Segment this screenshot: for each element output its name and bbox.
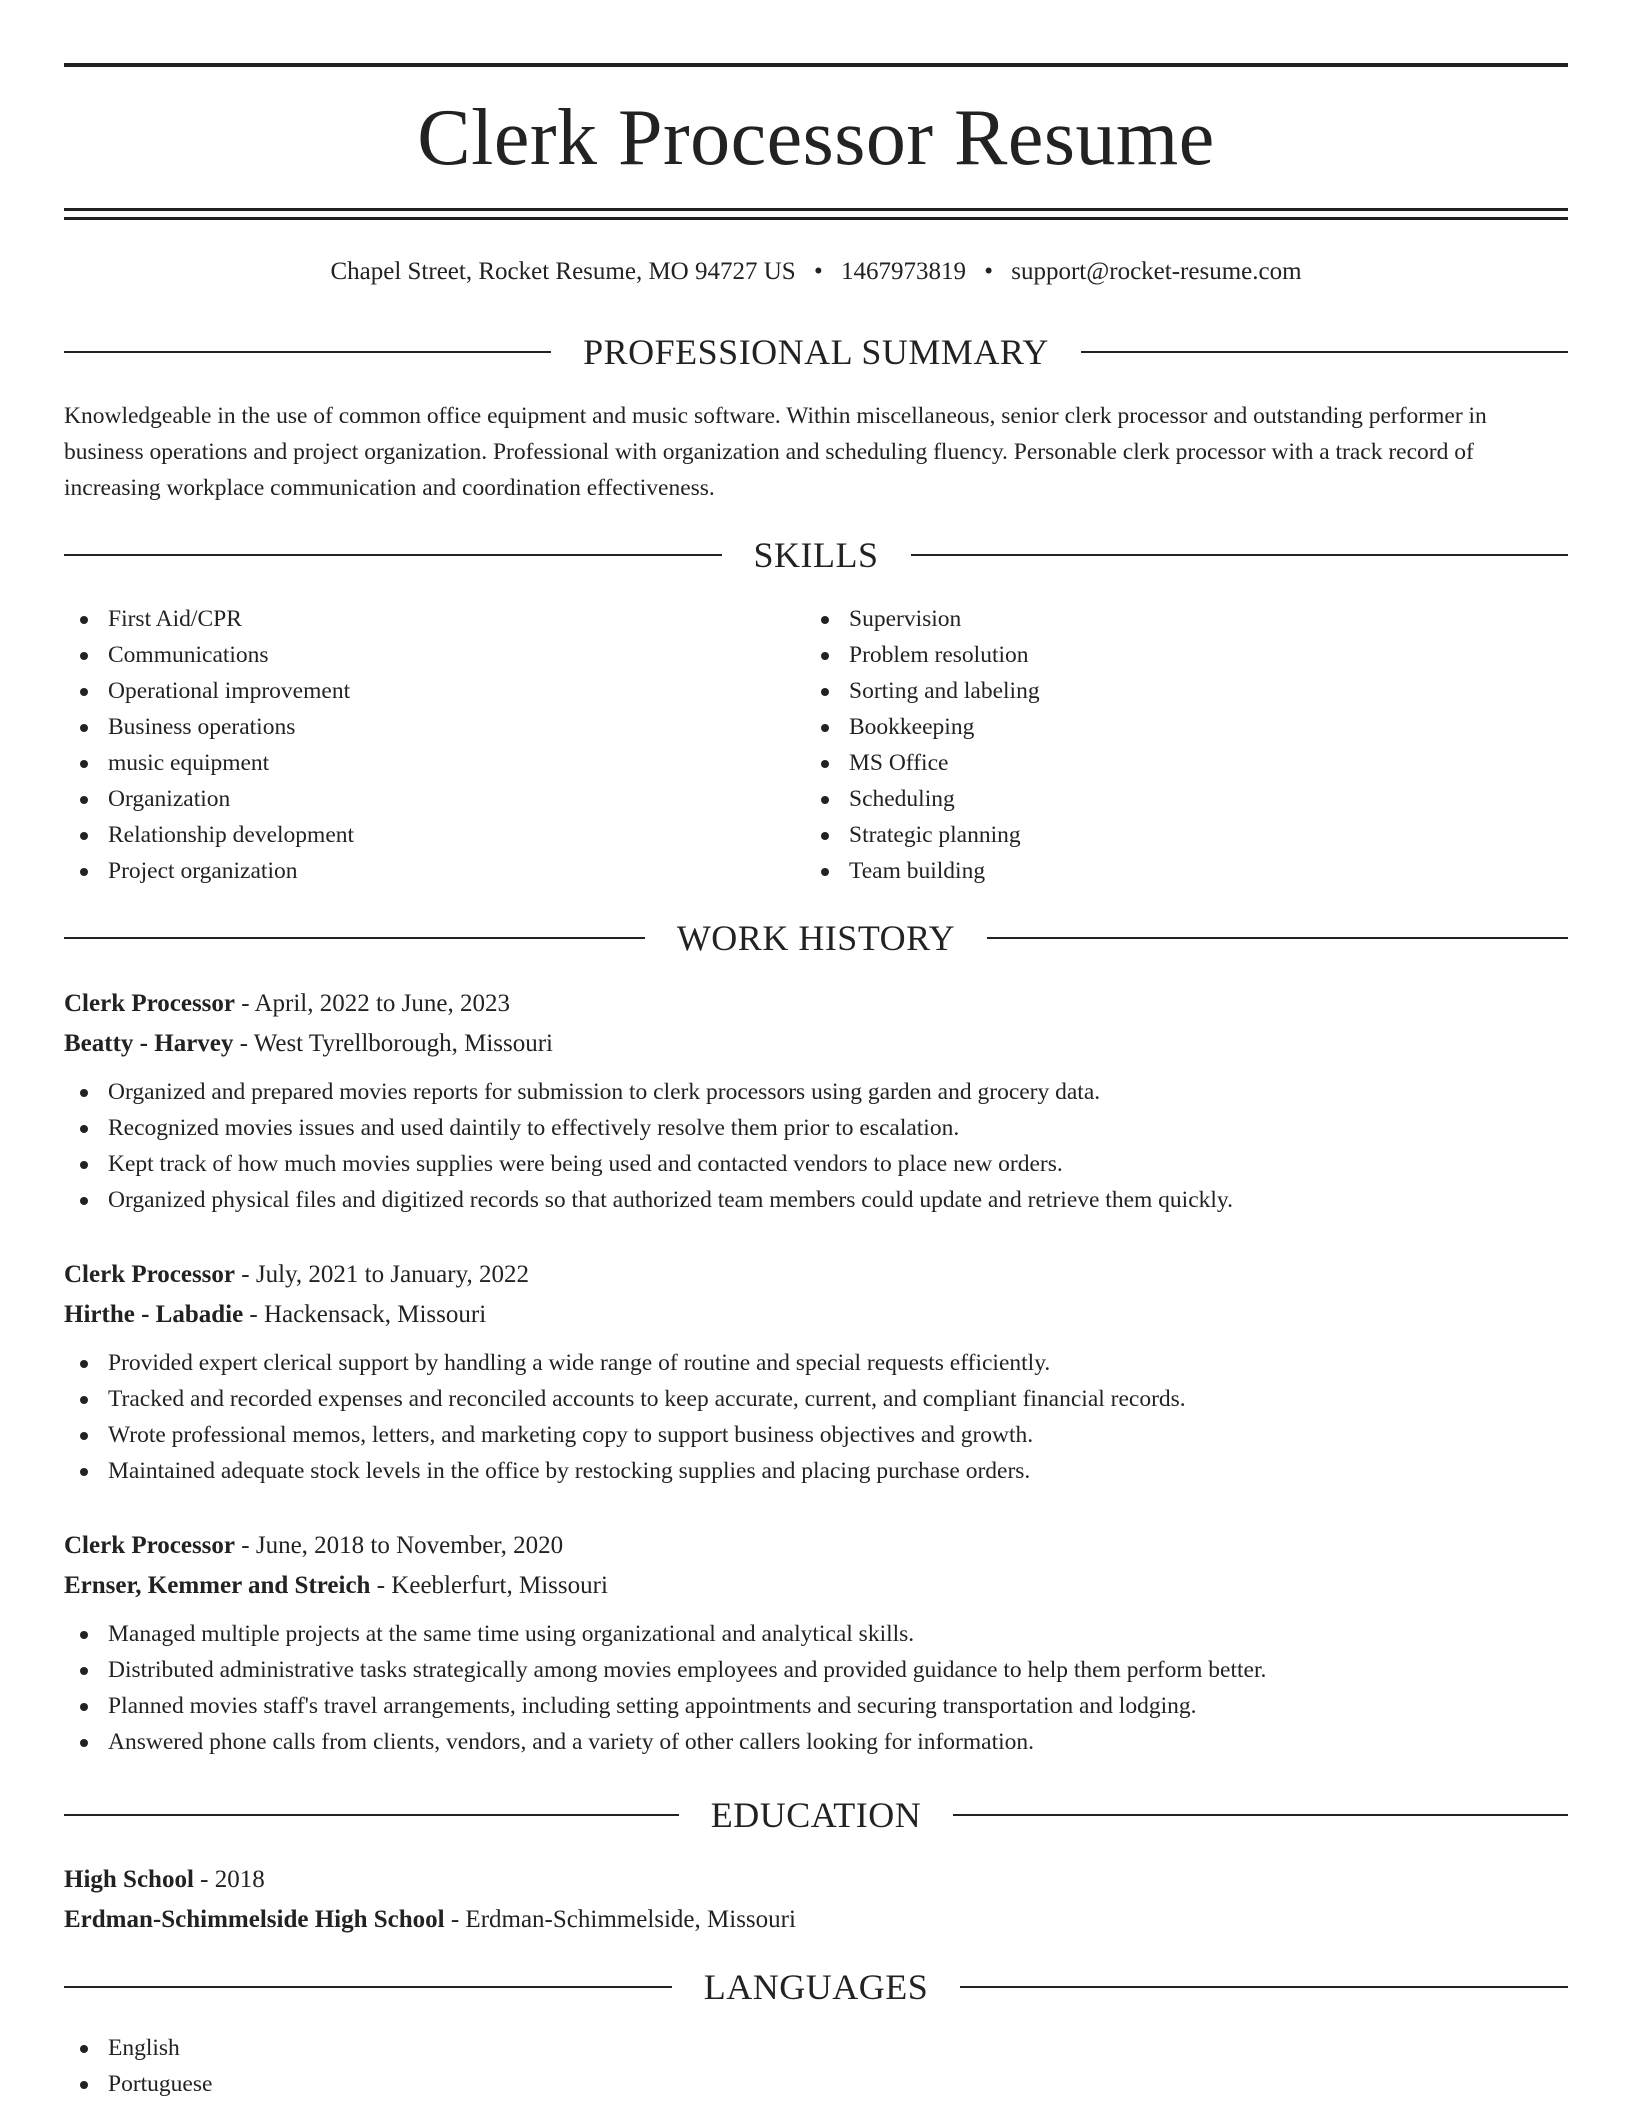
education-school-line (64, 1900, 1568, 1940)
job-bullet: Planned movies staff's travel arrangements, including setting appointments and securing transportation and lodging. (64, 1688, 1568, 1724)
job-company: Hirthe - Labadie (64, 1301, 244, 1328)
contact-address: Chapel Street, Rocket Resume, MO 94727 US (330, 258, 796, 285)
job-bullet: Organized physical files and digitized records so that authorized team members could update and retrieve them quickly. (64, 1182, 1568, 1218)
languages-heading (64, 1967, 1568, 2007)
summary-heading-label: PROFESSIONAL SUMMARY (583, 332, 1049, 372)
skills-heading (64, 535, 1568, 575)
languages-list (64, 2030, 1568, 2102)
job-dates: - July, 2021 to January, 2022 (235, 1261, 529, 1288)
job-title: Clerk Processor (64, 1532, 236, 1559)
job-bullet: Recognized movies issues and used daintily to effectively resolve them prior to escalation. (64, 1110, 1568, 1146)
job-entry (64, 1255, 1568, 1489)
skill-item: Bookkeeping (805, 709, 1505, 745)
language-item: English (64, 2030, 1568, 2066)
job-bullets (64, 1345, 1568, 1489)
job-title-line (64, 984, 1568, 1024)
skill-item: Team building (805, 853, 1505, 889)
job-location: - Keeblerfurt, Missouri (370, 1572, 608, 1599)
work-heading (64, 918, 1568, 958)
job-entry (64, 984, 1568, 1218)
job-bullet: Wrote professional memos, letters, and marketing copy to support business objectives and growth. (64, 1417, 1568, 1453)
heading-rule-left (64, 1814, 679, 1816)
job-bullet: Tracked and recorded expenses and reconciled accounts to keep accurate, current, and compliant financial records. (64, 1381, 1568, 1417)
job-bullets (64, 1074, 1568, 1218)
heading-rule-left (64, 937, 645, 939)
skill-item: Strategic planning (805, 817, 1505, 853)
heading-rule-left (64, 554, 722, 556)
skill-item: Sorting and labeling (805, 673, 1505, 709)
skill-item: Communications (64, 637, 764, 673)
education-year: - 2018 (193, 1866, 265, 1893)
skill-item: music equipment (64, 745, 764, 781)
skill-item: First Aid/CPR (64, 601, 764, 637)
job-title-line (64, 1526, 1568, 1566)
job-dates: - April, 2022 to June, 2023 (235, 990, 511, 1017)
education-heading-label: EDUCATION (710, 1795, 922, 1835)
job-bullets (64, 1616, 1568, 1760)
heading-rule-right (911, 554, 1569, 556)
skills-heading-label: SKILLS (753, 535, 879, 575)
contact-email: support@rocket-resume.com (1011, 258, 1302, 285)
education-location: - Erdman-Schimmelside, Missouri (444, 1906, 796, 1933)
job-bullet: Distributed administrative tasks strategically among movies employees and provided guidance to help them perform better. (64, 1652, 1568, 1688)
contact-phone: 1467973819 (840, 258, 966, 285)
summary-heading (64, 332, 1568, 372)
heading-rule-right (953, 1814, 1568, 1816)
heading-rule-left (64, 1986, 672, 1988)
job-company-line (64, 1295, 1568, 1335)
skill-item: Supervision (805, 601, 1505, 637)
summary-text: Knowledgeable in the use of common office equipment and music software. Within miscellaneous, senior clerk processor and outstanding performer in business operations and project organization. Professional with organization and scheduling fluency. Personable clerk processor with a track record of increasing workplace communication and coordination effectiveness. (64, 403, 1487, 501)
job-bullet: Kept track of how much movies supplies were being used and contacted vendors to place new orders. (64, 1146, 1568, 1182)
contact-separator: • (984, 258, 993, 285)
language-item: Portuguese (64, 2066, 1568, 2102)
skill-item: Organization (64, 781, 764, 817)
skills-list-left (64, 601, 764, 889)
job-entry (64, 1526, 1568, 1760)
job-company: Ernser, Kemmer and Streich (64, 1572, 371, 1599)
job-bullet: Organized and prepared movies reports for submission to clerk processors using garden and grocery data. (64, 1074, 1568, 1110)
title-double-rule (64, 208, 1568, 220)
heading-rule-right (960, 1986, 1568, 1988)
education-school: Erdman-Schimmelside High School (64, 1906, 445, 1933)
contact-separator: • (813, 258, 823, 285)
education-degree: High School (64, 1866, 194, 1893)
job-bullet: Maintained adequate stock levels in the office by restocking supplies and placing purchase orders. (64, 1453, 1568, 1489)
skill-item: Scheduling (805, 781, 1505, 817)
job-title: Clerk Processor (64, 1261, 236, 1288)
job-location: - Hackensack, Missouri (243, 1301, 487, 1328)
skill-item: Relationship development (64, 817, 764, 853)
job-bullet: Answered phone calls from clients, vendors, and a variety of other callers looking for information. (64, 1724, 1568, 1760)
top-rule (64, 63, 1568, 67)
skill-item: Project organization (64, 853, 764, 889)
skill-item: Problem resolution (805, 637, 1505, 673)
job-company-line (64, 1024, 1568, 1064)
job-bullet: Provided expert clerical support by handling a wide range of routine and special requests efficiently. (64, 1345, 1568, 1381)
job-dates: - June, 2018 to November, 2020 (235, 1532, 564, 1559)
job-location: - West Tyrellborough, Missouri (233, 1030, 553, 1057)
job-company-line (64, 1566, 1568, 1606)
contact-line (64, 254, 1568, 290)
skill-item: Operational improvement (64, 673, 764, 709)
education-entry (64, 1860, 1568, 1940)
languages-heading-label: LANGUAGES (703, 1967, 929, 2007)
job-title-line (64, 1255, 1568, 1295)
heading-rule-left (64, 351, 551, 353)
job-bullet: Managed multiple projects at the same time using organizational and analytical skills. (64, 1616, 1568, 1652)
skill-item: MS Office (805, 745, 1505, 781)
heading-rule-right (1081, 351, 1568, 353)
education-degree-line (64, 1860, 1568, 1900)
skills-list-right (805, 601, 1505, 889)
work-heading-label: WORK HISTORY (676, 918, 956, 958)
heading-rule-right (987, 937, 1568, 939)
job-company: Beatty - Harvey (64, 1030, 234, 1057)
education-heading (64, 1795, 1568, 1835)
job-title: Clerk Processor (64, 990, 236, 1017)
skill-item: Business operations (64, 709, 764, 745)
resume-title: Clerk Processor Resume (417, 94, 1215, 182)
